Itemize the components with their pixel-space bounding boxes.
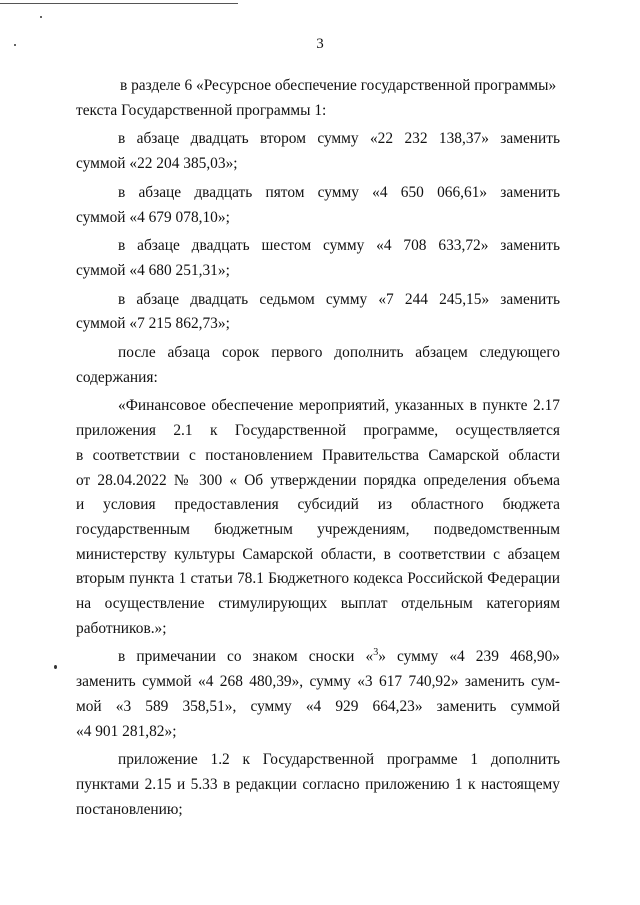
text-line: суммой «4 679 078,10»;: [76, 208, 230, 226]
text-line: суммой «7 215 862,73»;: [76, 315, 230, 333]
paragraph-abzac-27: [76, 288, 560, 337]
text-line: в абзаце двадцать втором сумму «22 232 138,37» заменить: [118, 130, 560, 148]
text-line: суммой «4 680 251,31»;: [76, 261, 230, 279]
text-line: текста Государственной программы 1:: [76, 101, 327, 119]
text-line: содержания:: [76, 368, 158, 386]
text-line: после абзаца сорок первого дополнить абзацем следующего: [118, 344, 560, 362]
text-line-with-superscript: [76, 645, 560, 670]
text-fragment: » сумму «4 239 468,90»: [378, 648, 560, 666]
text-line: в абзаце двадцать шестом сумму «4 708 633,72» заменить: [118, 237, 560, 255]
paragraph-section-6: [76, 74, 560, 123]
text-line: суммой «22 204 385,03»;: [76, 155, 238, 173]
paragraph-abzac-25: [76, 181, 560, 230]
paragraph-quote-financing: [76, 394, 560, 641]
text-line: от 28.04.2022 № 300 « Об утверждении порядка определения объема: [76, 471, 560, 489]
text-line: «Финансовое обеспечение мероприятий, указанных в пункте 2.17: [118, 397, 560, 415]
text-line: работников.»;: [76, 619, 167, 637]
paragraph-footnote-3: [76, 645, 560, 744]
scan-speck: [40, 16, 42, 18]
text-line: в соответствии с постановлением Правительства Самарской области: [76, 446, 560, 464]
document-body: [76, 74, 560, 822]
footnote-superscript: 3: [373, 647, 379, 659]
text-line: в абзаце двадцать пятом сумму «4 650 066,61» заменить: [118, 183, 560, 201]
text-line: мой «3 589 358,51», сумму «4 929 664,23» заменить суммой: [76, 697, 560, 715]
text-line: в разделе 6 «Ресурсное обеспечение государственной программы»: [120, 77, 557, 94]
text-line: «4 901 281,82»;: [76, 722, 177, 740]
text-line: в абзаце двадцать седьмом сумму «7 244 245,15» заменить: [118, 290, 560, 308]
text-line: заменить суммой «4 268 480,39», сумму «3 617 740,92» заменить сум-: [76, 673, 560, 691]
text-line: вторым пункта 1 статьи 78.1 Бюджетного кодекса Российской Федерации: [76, 570, 560, 588]
text-line: постановлению;: [76, 800, 183, 818]
scan-top-rule: [0, 3, 238, 4]
text-line: пунктами 2.15 и 5.33 в редакции согласно приложению 1 к настоящему: [76, 775, 560, 793]
paragraph-after-abzac-41: [76, 341, 560, 390]
paragraph-appendix-1-2: [76, 748, 560, 822]
text-line: и условия предоставления субсидий из областного бюджета: [76, 496, 560, 514]
text-line: на осуществление стимулирующих выплат отдельным категориям: [76, 595, 560, 613]
text-fragment: в примечании со знаком сноски «: [118, 648, 374, 666]
scan-speck: [54, 665, 57, 669]
paragraph-abzac-26: [76, 234, 560, 283]
paragraph-abzac-22: [76, 127, 560, 176]
text-line: приложения 2.1 к Государственной программе, осуществляется: [76, 422, 560, 440]
text-line: министерству культуры Самарской области, в соответствии с абзацем: [76, 545, 560, 563]
text-line: приложение 1.2 к Государственной программе 1 дополнить: [118, 751, 560, 769]
page-number: 3: [316, 36, 324, 52]
text-line: государственным бюджетным учреждениям, подведомственным: [76, 520, 560, 538]
